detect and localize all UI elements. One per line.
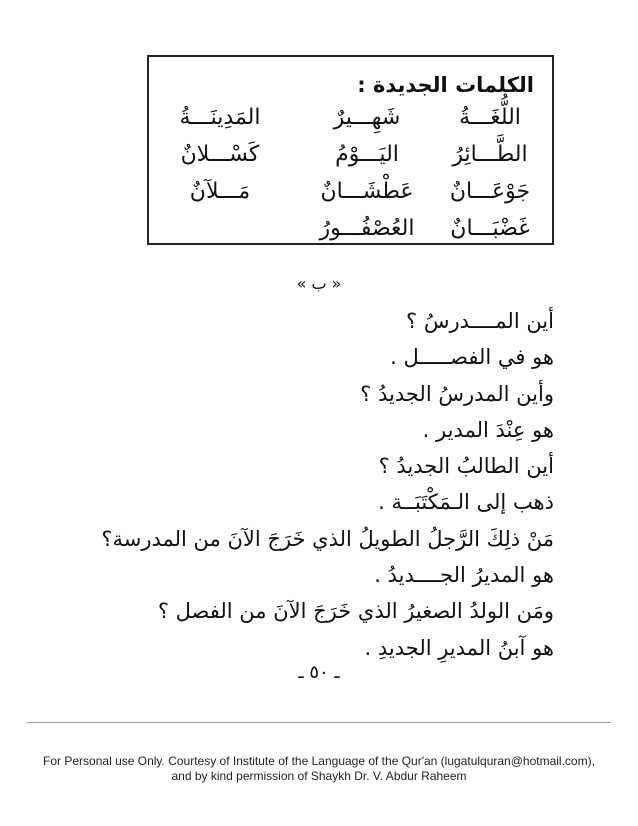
vocabulary-word: مَـــلآنٌ [189, 179, 251, 204]
dialogue-line: أين المــــدرسُ ؟ [406, 309, 554, 333]
dialogue-lines [74, 303, 554, 666]
footer-note [0, 754, 638, 784]
vocabulary-word: عَطْشَـــانٌ [320, 179, 414, 204]
vocabulary-word: شَهِـــيرٌ [333, 105, 401, 130]
page-number: ـ ٥٠ ـ [298, 662, 340, 683]
dialogue-line: وأين المدرسُ الجديدُ ؟ [360, 381, 554, 406]
vocabulary-word: كَسْـــلانٌ [180, 142, 260, 167]
vocabulary-word: جَوْعَـــانٌ [449, 179, 531, 204]
footer-line: For Personal use Only. Courtesy of Institute of the Language of the Qur'an (lugatulquran@hotmail.com), [43, 754, 595, 768]
vocabulary-word: المَدِينَـــةُ [179, 105, 261, 130]
vocabulary-title: الكلمات الجديدة : [357, 73, 534, 97]
section-label: « ب » [296, 274, 342, 293]
footer-divider [27, 722, 611, 723]
vocabulary-row [149, 105, 552, 142]
vocabulary-word: غَضْبَـــانٌ [450, 216, 530, 241]
dialogue-line: أين الطالبُ الجديدُ ؟ [378, 454, 554, 479]
vocabulary-word: الطَّـــائِرُ [452, 142, 528, 167]
vocabulary-row [149, 216, 552, 253]
vocabulary-word: اليَـــوْمُ [335, 142, 399, 167]
vocabulary-word: العُصْفُـــورُ [319, 216, 415, 241]
vocabulary-row [149, 142, 552, 179]
dialogue-line: هو المديرُ الجــــديدُ . [374, 563, 554, 588]
dialogue-line: ومَن الولدُ الصغيرُ الذي خَرَجَ الآنَ من الفصل ؟ [157, 599, 554, 624]
vocabulary-word: اللُّغَـــةُ [459, 105, 521, 130]
dialogue-line: هو في الفصـــــل . [390, 345, 554, 370]
dialogue-line: هو عِنْدَ المدير . [422, 417, 554, 442]
vocabulary-grid [149, 105, 552, 253]
vocabulary-box [147, 55, 554, 245]
dialogue-line: مَنْ ذلِكَ الرَّجلُ الطويلُ الذي خَرَجَ الآنَ من المدرسة؟ [101, 526, 554, 551]
vocabulary-row [149, 179, 552, 216]
dialogue-line: ذهب إلى الـمَكْتَبَــة . [378, 490, 554, 515]
footer-line: and by kind permission of Shaykh Dr. V. Abdur Raheem [171, 769, 467, 783]
dialogue-line: هو آبنُ المديرِ الجديدِ . [364, 635, 554, 660]
